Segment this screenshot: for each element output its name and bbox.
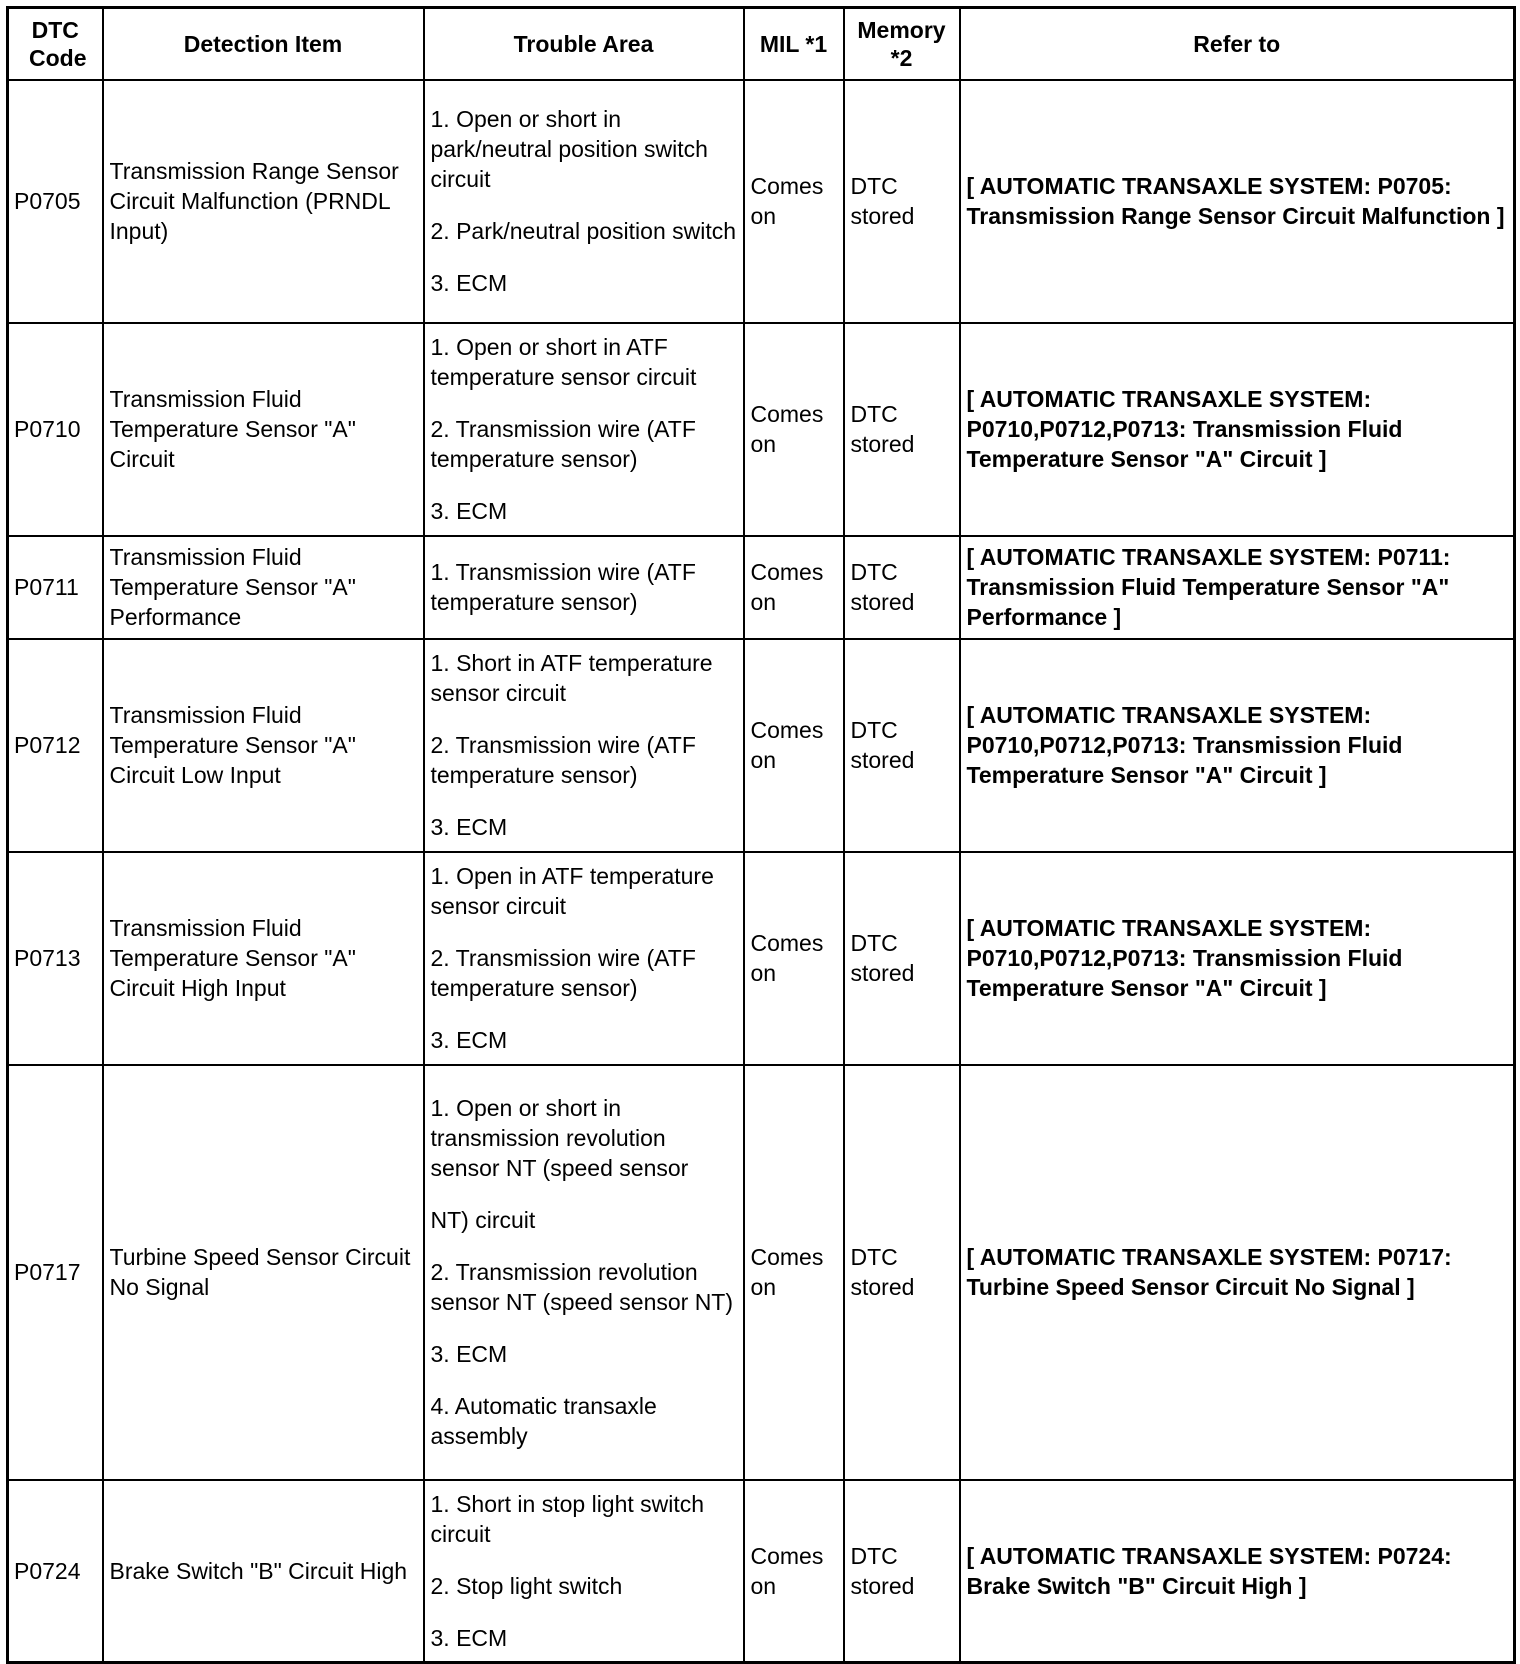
trouble-area-item: 2. Transmission revolution sensor NT (speed sensor NT) [430, 1259, 734, 1315]
mil-status: Comes on [744, 1065, 844, 1480]
trouble-area-item: 1. Open or short in transmission revolution sensor NT (speed sensor [430, 1095, 689, 1181]
mil-status: Comes on [744, 639, 844, 852]
trouble-area-item: 1. Open or short in park/neutral position switch circuit [430, 106, 708, 192]
header-trouble-area: Trouble Area [424, 8, 744, 80]
memory-status: DTC stored [844, 1480, 960, 1663]
trouble-area-item: 1. Open or short in ATF temperature sensor circuit [430, 334, 697, 390]
mil-status: Comes on [744, 852, 844, 1065]
trouble-area-item: 3. ECM [430, 270, 508, 296]
detection-item: Transmission Fluid Temperature Sensor "A" Circuit Low Input [103, 639, 424, 852]
refer-to: [ AUTOMATIC TRANSAXLE SYSTEM: P0717: Turbine Speed Sensor Circuit No Signal ] [960, 1065, 1515, 1480]
dtc-code: P0724 [8, 1480, 103, 1663]
trouble-area-item: 2. Transmission wire (ATF temperature sensor) [430, 732, 696, 788]
header-detection-item: Detection Item [103, 8, 424, 80]
detection-item: Brake Switch "B" Circuit High [103, 1480, 424, 1663]
trouble-area-item: 3. ECM [430, 1027, 508, 1053]
memory-status: DTC stored [844, 323, 960, 536]
refer-to: [ AUTOMATIC TRANSAXLE SYSTEM: P0705: Transmission Range Sensor Circuit Malfunction ] [960, 80, 1515, 323]
trouble-area-item: 1. Transmission wire (ATF temperature sensor) [430, 559, 696, 615]
detection-item: Transmission Range Sensor Circuit Malfunction (PRNDL Input) [103, 80, 424, 323]
memory-status: DTC stored [844, 80, 960, 323]
table-row [8, 536, 1515, 639]
refer-to: [ AUTOMATIC TRANSAXLE SYSTEM: P0710,P0712,P0713: Transmission Fluid Temperature Sensor "A" Circuit ] [960, 852, 1515, 1065]
header-dtc-code: DTC Code [8, 8, 103, 80]
table-row [8, 80, 1515, 323]
table-row [8, 852, 1515, 1065]
dtc-code: P0713 [8, 852, 103, 1065]
mil-status: Comes on [744, 323, 844, 536]
dtc-code: P0710 [8, 323, 103, 536]
refer-to: [ AUTOMATIC TRANSAXLE SYSTEM: P0724: Brake Switch "B" Circuit High ] [960, 1480, 1515, 1663]
table-body [8, 80, 1515, 1663]
detection-item: Transmission Fluid Temperature Sensor "A" Circuit High Input [103, 852, 424, 1065]
header-memory: Memory *2 [844, 8, 960, 80]
memory-status: DTC stored [844, 852, 960, 1065]
trouble-area [424, 852, 744, 1065]
memory-status: DTC stored [844, 639, 960, 852]
trouble-area-item: 2. Transmission wire (ATF temperature sensor) [430, 416, 696, 472]
trouble-area-item: 3. ECM [430, 814, 508, 840]
mil-status: Comes on [744, 1480, 844, 1663]
trouble-area [424, 536, 744, 639]
header-mil: MIL *1 [744, 8, 844, 80]
table-row [8, 323, 1515, 536]
trouble-area [424, 80, 744, 323]
trouble-area-item: 1. Open in ATF temperature sensor circuit [430, 863, 714, 919]
refer-to: [ AUTOMATIC TRANSAXLE SYSTEM: P0710,P0712,P0713: Transmission Fluid Temperature Sensor "A" Circuit ] [960, 323, 1515, 536]
trouble-area-item: 1. Short in ATF temperature sensor circuit [430, 650, 713, 706]
refer-to: [ AUTOMATIC TRANSAXLE SYSTEM: P0711: Transmission Fluid Temperature Sensor "A" Performance ] [960, 536, 1515, 639]
dtc-code: P0717 [8, 1065, 103, 1480]
memory-status: DTC stored [844, 536, 960, 639]
trouble-area-item: 4. Automatic transaxle assembly [430, 1393, 657, 1449]
detection-item: Transmission Fluid Temperature Sensor "A" Circuit [103, 323, 424, 536]
trouble-area-item: 3. ECM [430, 498, 508, 524]
dtc-table [6, 6, 1516, 1664]
header-row [8, 8, 1515, 80]
trouble-area-item: NT) circuit [430, 1207, 536, 1233]
trouble-area-item: 2. Stop light switch [430, 1572, 623, 1599]
trouble-area [424, 1065, 744, 1480]
mil-status: Comes on [744, 536, 844, 639]
trouble-area-item: 2. Park/neutral position switch [430, 218, 737, 244]
trouble-area [424, 639, 744, 852]
header-refer-to: Refer to [960, 8, 1515, 80]
detection-item: Turbine Speed Sensor Circuit No Signal [103, 1065, 424, 1480]
table-row [8, 1480, 1515, 1663]
table-row [8, 1065, 1515, 1480]
trouble-area-item: 3. ECM [430, 1341, 508, 1367]
dtc-code: P0711 [8, 536, 103, 639]
detection-item: Transmission Fluid Temperature Sensor "A" Performance [103, 536, 424, 639]
table-row [8, 639, 1515, 852]
memory-status: DTC stored [844, 1065, 960, 1480]
trouble-area-item: 2. Transmission wire (ATF temperature sensor) [430, 945, 696, 1001]
trouble-area [424, 1480, 744, 1663]
dtc-code: P0705 [8, 80, 103, 323]
trouble-area-item: 1. Short in stop light switch circuit [430, 1490, 705, 1547]
mil-status: Comes on [744, 80, 844, 323]
dtc-code: P0712 [8, 639, 103, 852]
trouble-area [424, 323, 744, 536]
trouble-area-item: 3. ECM [430, 1624, 508, 1651]
refer-to: [ AUTOMATIC TRANSAXLE SYSTEM: P0710,P0712,P0713: Transmission Fluid Temperature Sensor "A" Circuit ] [960, 639, 1515, 852]
